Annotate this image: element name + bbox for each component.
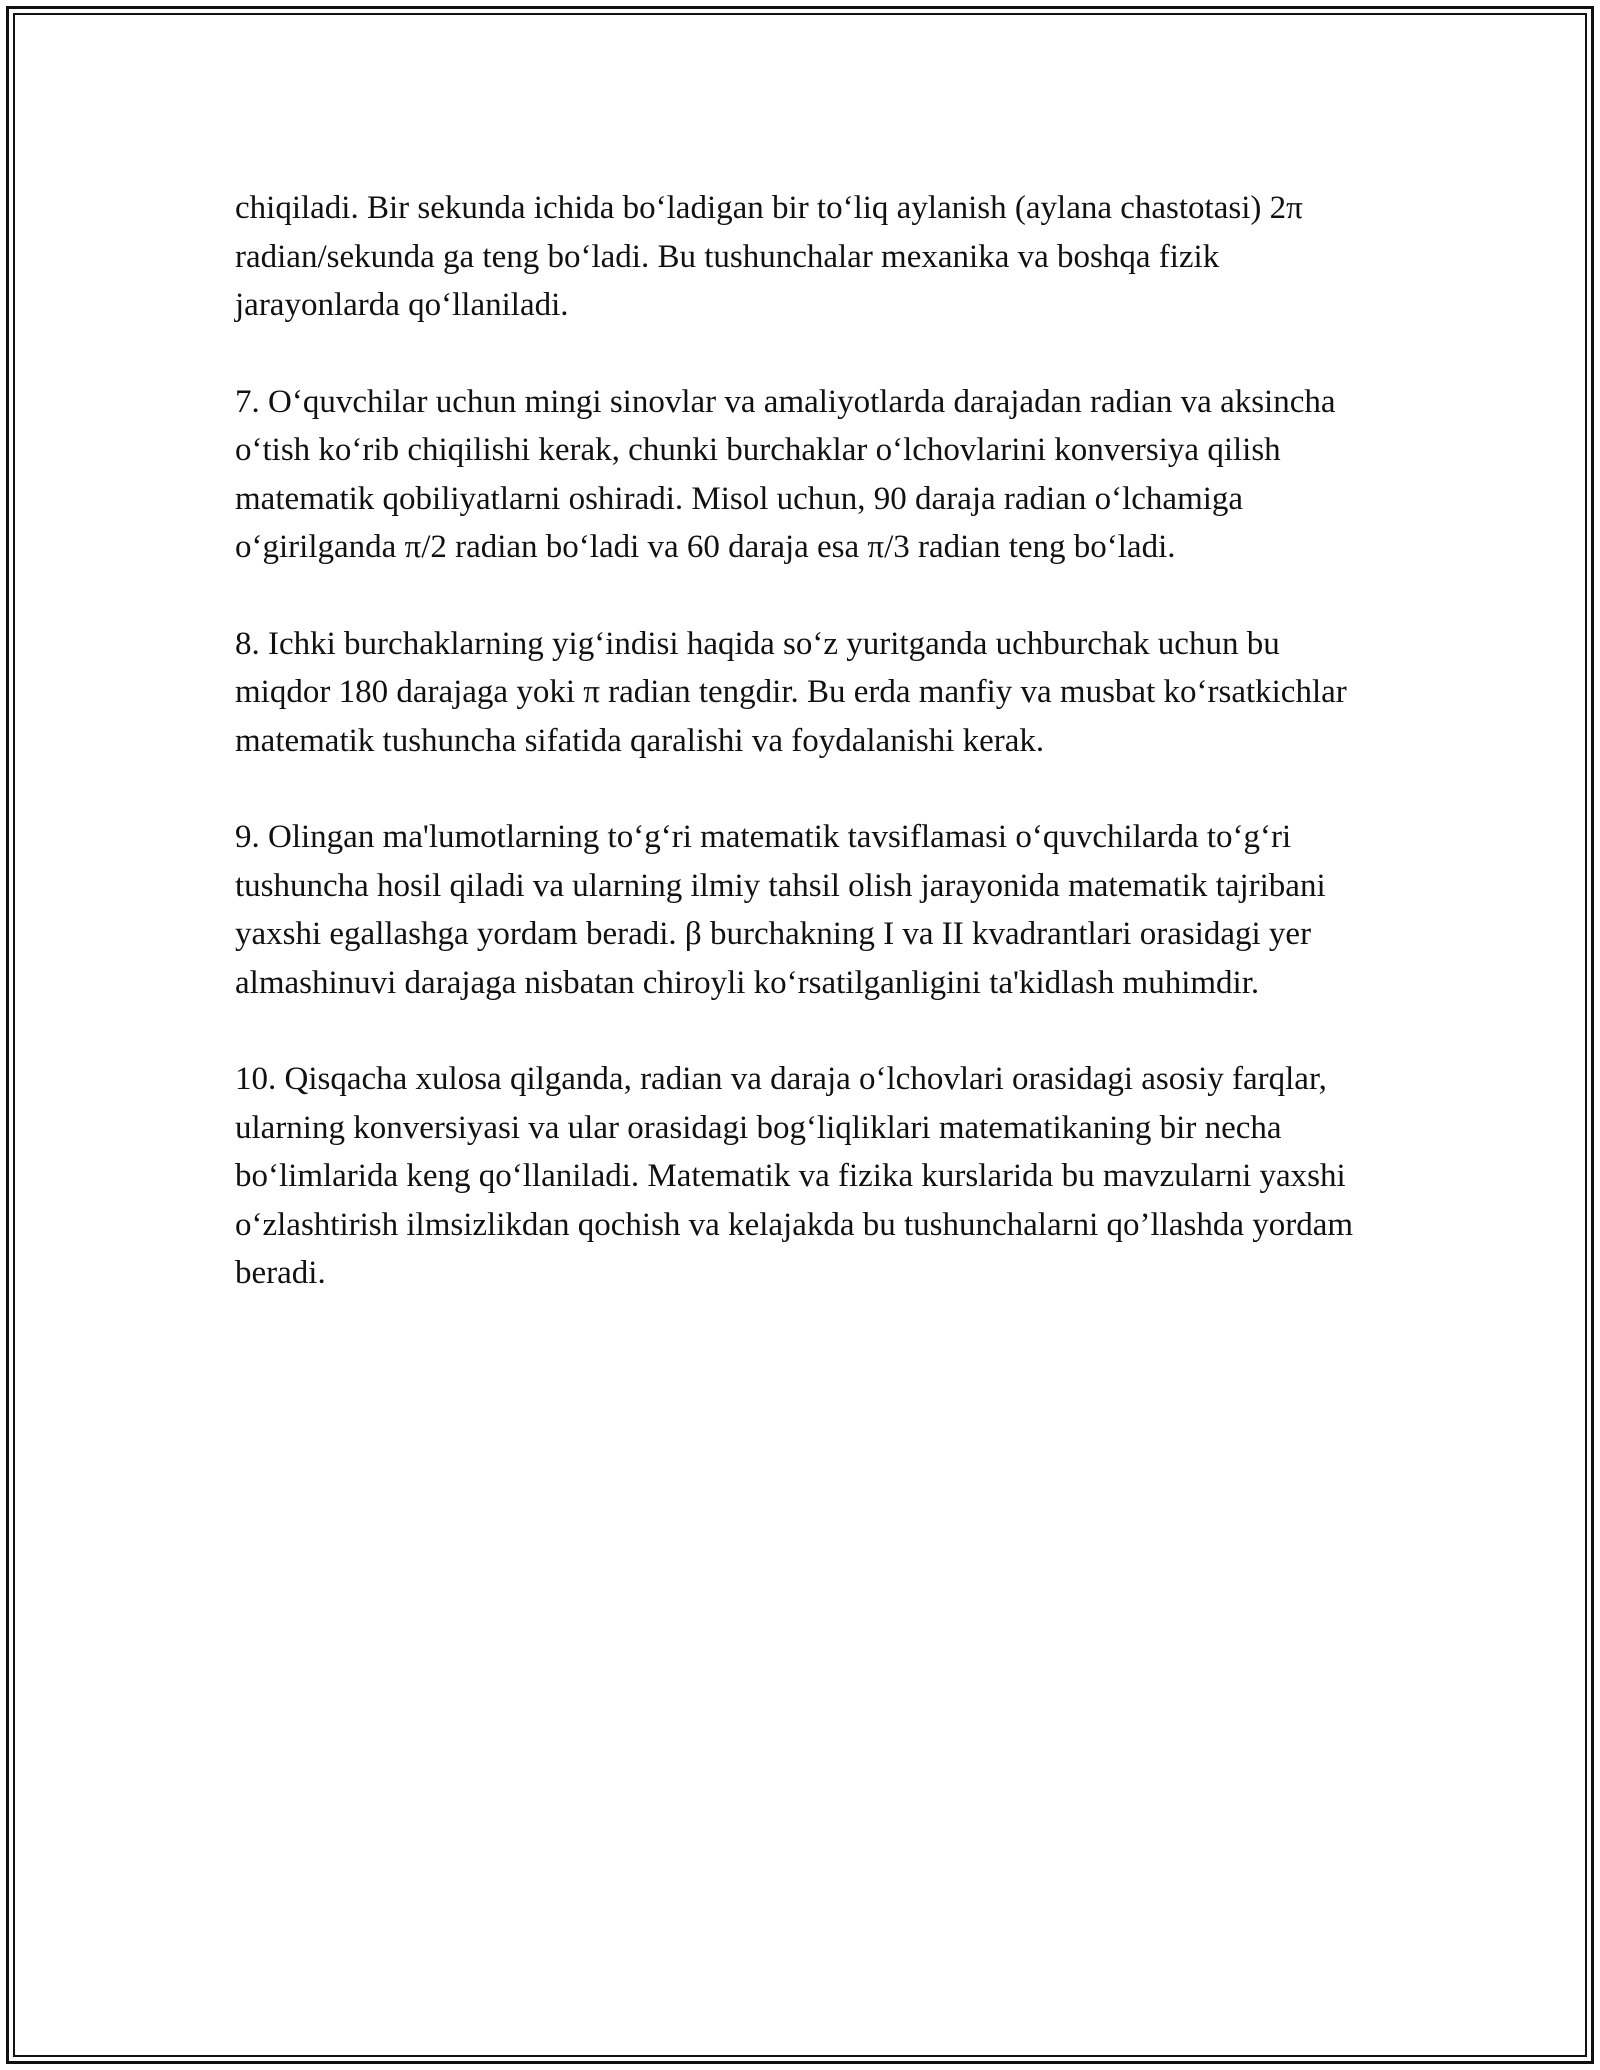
paragraph-item-7: 7. O‘quvchilar uchun mingi sinovlar va amaliyotlarda darajadan radian va aksincha o‘tish ko‘rib chiqilishi kerak, chunki burchaklar o‘lchovlarini konversiya qilish matematik qobiliyatlarni oshiradi. Misol uchun, 90 daraja radian o‘lchamiga o‘girilganda π/2 radian bo‘ladi va 60 daraja esa π/3 radian teng bo‘ladi. xyxy=(235,383,1336,565)
paragraph-continuation: chiqiladi. Bir sekunda ichida bo‘ladigan bir to‘liq aylanish (aylana chastotasi) 2π radian/sekunda ga teng bo‘ladi. Bu tushunchalar mexanika va boshqa fizik jarayonlarda qo‘llaniladi. xyxy=(235,190,1303,323)
paragraph-item-8: 8. Ichki burchaklarning yig‘indisi haqida so‘z yuritganda uchburchak uchun bu miqdor 180 darajaga yoki π radian tengdir. Bu erda manfiy va musbat ko‘rsatkichlar matematik tushuncha sifatida qaralishi va foydalanishi kerak. xyxy=(235,625,1347,759)
page-content xyxy=(235,184,1370,1346)
paragraph-item-9: 9. Olingan ma'lumotlarning to‘g‘ri matematik tavsiflamasi o‘quvchilarda to‘g‘ri tushuncha hosil qiladi va ularning ilmiy tahsil olish jarayonida matematik tajribani yaxshi egallashga yordam beradi. β burchakning I va II kvadrantlari orasidagi yer almashinuvi darajaga nisbatan chiroyli ko‘rsatilganligini ta'kidlash muhimdir. xyxy=(235,819,1326,1001)
paragraph-item-10: 10. Qisqacha xulosa qilganda, radian va daraja o‘lchovlari orasidagi asosiy farqlar, ularning konversiyasi va ular orasidagi bog‘liqliklari matematikaning bir necha bo‘limlarida keng qo‘llaniladi. Matematik va fizika kurslarida bu mavzularni yaxshi o‘zlashtirish ilmsizlikdan qochish va kelajakda bu tushunchalarni qo’llashda yordam beradi. xyxy=(235,1061,1354,1291)
